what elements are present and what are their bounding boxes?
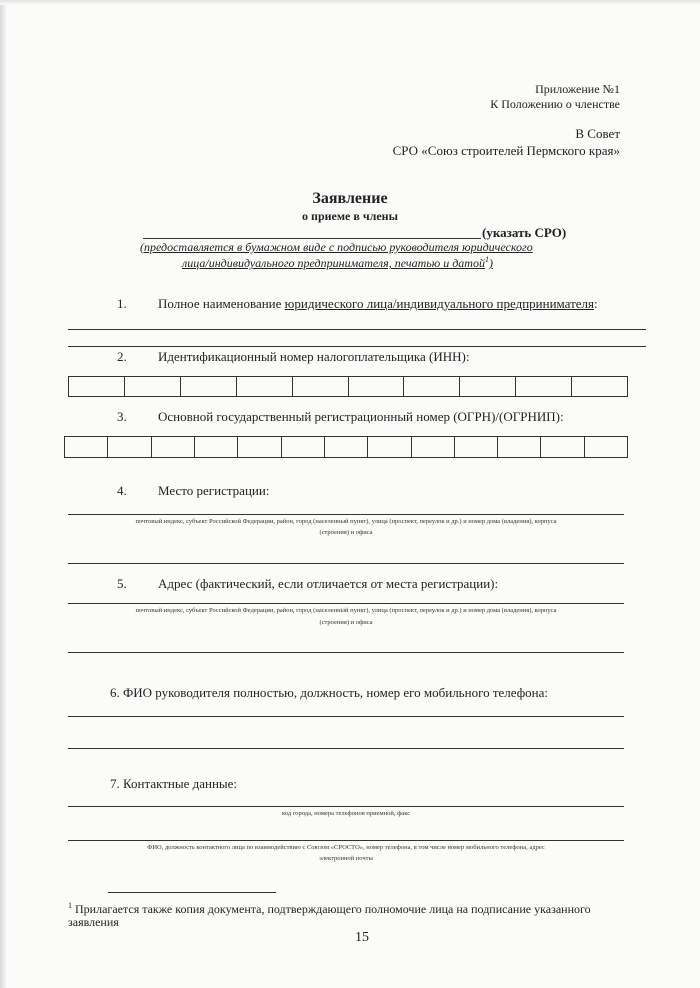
inn-cell[interactable] [69, 377, 125, 396]
page-edge-shadow [0, 0, 6, 988]
inn-cell[interactable] [349, 377, 405, 396]
note-line-2-text: лица/индивидуального предпринимателя, печатью и датой [182, 256, 485, 270]
inn-cell[interactable] [237, 377, 293, 396]
section-5-number: 5. [117, 576, 127, 591]
section-5-hint-1: почтовый индекс, субъект Российской Федерации, район, город (населенный пункт), улица (проспект, переулок и др.) и номер дома (владения), корпуса [135, 607, 557, 614]
section-7-contact-line[interactable] [68, 840, 624, 841]
ogrn-cell[interactable] [65, 437, 108, 457]
ogrn-cell[interactable] [325, 437, 368, 457]
ogrn-cell[interactable] [585, 437, 627, 457]
section-1-number: 1. [117, 296, 127, 311]
section-5-fill-line-2[interactable] [68, 652, 624, 653]
footnote-separator [108, 892, 276, 893]
inn-cell[interactable] [404, 377, 460, 396]
ogrn-cell[interactable] [455, 437, 498, 457]
section-5-hint-2: (строения) и офиса [319, 619, 373, 626]
section-5-label: Адрес (фактический, если отличается от места регистрации): [158, 576, 499, 591]
section-4-label: Место регистрации: [158, 483, 270, 498]
section-1-fill-line-1[interactable] [68, 329, 646, 330]
section-2-label: Идентификационный номер налогоплательщика (ИНН): [158, 349, 470, 364]
appendix-label: Приложение №1 [535, 82, 620, 96]
inn-cell[interactable] [181, 377, 237, 396]
sro-hint: (указать СРО) [482, 225, 567, 240]
section-6-fill-line-1[interactable] [68, 716, 624, 717]
inn-cell[interactable] [125, 377, 181, 396]
section-3-number: 3. [117, 409, 127, 424]
section-1-label [158, 296, 598, 312]
section-1-fill-line-2[interactable] [68, 346, 646, 347]
sro-blank-line [143, 238, 481, 239]
ogrn-cell[interactable] [541, 437, 584, 457]
footnote-mark: 1 [68, 901, 72, 910]
recipient-sro: СРО «Союз строителей Пермского края» [392, 143, 620, 158]
ogrn-cell[interactable] [108, 437, 151, 457]
section-7-contact-hint-2: электронной почты [319, 855, 373, 862]
note-close: ) [488, 256, 493, 270]
ogrn-cell[interactable] [412, 437, 455, 457]
inn-input-grid[interactable] [68, 376, 628, 397]
recipient-council: В Совет [575, 126, 620, 141]
section-3-label: Основной государственный регистрационный номер (ОГРН)/(ОГРНИП): [158, 409, 564, 424]
inn-cell[interactable] [293, 377, 349, 396]
ogrn-cell[interactable] [238, 437, 281, 457]
ogrn-cell[interactable] [282, 437, 325, 457]
section-1-label-b: юридического лица/индивидуального предпринимателя [284, 296, 595, 311]
note-line-1: (предоставляется в бумажном виде с подписью руководителя юридического [140, 240, 533, 254]
section-5-fill-line-1[interactable] [68, 603, 624, 604]
section-7-phones-line[interactable] [68, 806, 624, 807]
page-number: 15 [355, 930, 369, 945]
ogrn-input-grid[interactable] [64, 436, 628, 458]
section-6-fill-line-2[interactable] [68, 748, 624, 749]
note-footnote-mark: 1 [484, 255, 489, 264]
section-4-hint-2: (строения) и офиса [319, 529, 373, 536]
note-line-2 [182, 255, 493, 271]
section-7-label: 7. Контактные данные: [110, 776, 238, 791]
inn-cell[interactable] [516, 377, 572, 396]
section-4-fill-line-1[interactable] [68, 514, 624, 515]
footnote-text-1: Прилагается также копия документа, подтверждающего полномочие лица на подписание указанного [75, 902, 591, 916]
section-4-hint-1: почтовый индекс, субъект Российской Федерации, район, город (населенный пункт), улица (проспект, переулок и др.) и номер дома (владения), корпуса [135, 518, 557, 525]
document-subtitle: о приеме в члены [302, 209, 398, 223]
page-top-shadow [0, 0, 700, 5]
section-1-label-a: Полное наименование [158, 296, 285, 311]
section-4-number: 4. [117, 483, 127, 498]
footnote-line-2: заявления [68, 915, 119, 929]
footnote-line-1 [68, 901, 591, 917]
ogrn-cell[interactable] [368, 437, 411, 457]
section-7-phones-hint: код города, номера телефонов приемной, факс [281, 810, 411, 817]
regulation-label: К Положению о членстве [490, 97, 620, 111]
section-2-number: 2. [117, 349, 127, 364]
section-1-label-c: : [594, 296, 598, 311]
section-4-fill-line-2[interactable] [68, 563, 624, 564]
ogrn-cell[interactable] [152, 437, 195, 457]
section-7-contact-hint-1: ФИО, должность контактного лица по взаимодействию с Союзом «СРОСТО», номер телефона, в том числе номер мобильного телефона, адрес [147, 844, 545, 851]
ogrn-cell[interactable] [498, 437, 541, 457]
ogrn-cell[interactable] [195, 437, 238, 457]
inn-cell[interactable] [460, 377, 516, 396]
document-title: Заявление [312, 190, 388, 207]
section-6-label: 6. ФИО руководителя полностью, должность, номер его мобильного телефона: [110, 685, 548, 700]
inn-cell[interactable] [572, 377, 627, 396]
